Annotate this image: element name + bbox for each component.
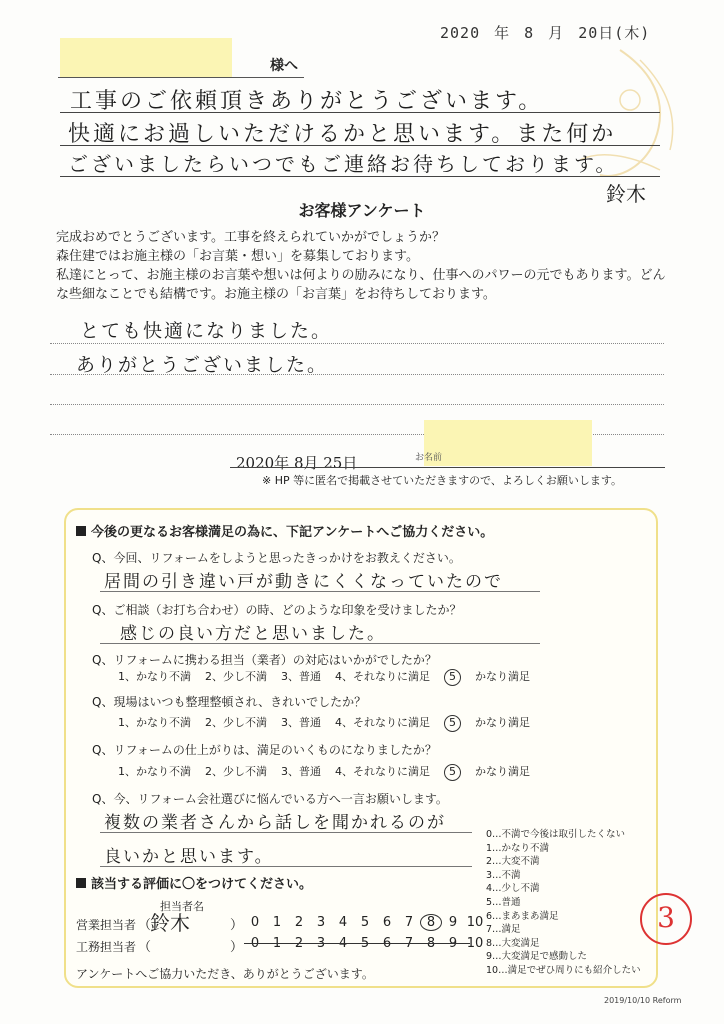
honorific: 様へ bbox=[270, 58, 298, 74]
customer-name-mask bbox=[60, 38, 232, 78]
circled-choice: 5 bbox=[444, 715, 461, 732]
comment-line-2: ありがとうございました。 bbox=[76, 354, 329, 376]
comment-line-1: とても快適になりました。 bbox=[80, 320, 333, 342]
rating-scale-4: 1、かなり不満 2、少し不満 3、普通 4、それなりに満足 5 かなり満足 bbox=[118, 714, 544, 732]
answer-1: 居間の引き違い戸が動きにくくなっていたので bbox=[104, 572, 503, 592]
rating-scale-5: 1、かなり不満 2、少し不満 3、普通 4、それなりに満足 5 かなり満足 bbox=[118, 763, 544, 781]
question-3: Q、リフォームに携わる担当（業者）の対応はいかがでしたか？ bbox=[92, 653, 437, 667]
square-bullet-icon bbox=[76, 526, 86, 536]
thanks-note: アンケートへご協力いただき、ありがとうございます。 bbox=[76, 967, 374, 981]
answer-rule bbox=[100, 832, 472, 833]
sales-score-row: 0 1 2 3 4 5 6 7 8 9 10 bbox=[250, 915, 484, 930]
works-score-row: 0 1 2 3 4 5 6 7 8 9 10 bbox=[250, 936, 484, 951]
message-line-1: 工事のご依頼頂きありがとうございます。 bbox=[70, 89, 544, 114]
staff-signature: 鈴木 bbox=[606, 182, 646, 206]
circled-score: 8 bbox=[420, 914, 442, 931]
survey-heading: 今後の更なるお客様満足の為に、下記アンケートへご協力ください。 bbox=[76, 521, 493, 540]
paren-open: （ bbox=[138, 940, 152, 955]
question-5: Q、リフォームの仕上がりは、満足のいくものになりましたか？ bbox=[92, 743, 437, 757]
rating-scale-3: 1、かなり不満 2、少し不満 3、普通 4、それなりに満足 5 かなり満足 bbox=[118, 668, 544, 686]
answer-rule bbox=[100, 643, 540, 644]
question-2: Q、ご相談（お打ち合わせ）の時、どのような印象を受けましたか？ bbox=[92, 603, 462, 617]
sales-name: 鈴木 bbox=[150, 911, 190, 935]
paren-close: ） bbox=[230, 918, 244, 933]
customer-sign-mask bbox=[424, 420, 592, 466]
comment-date: 2020年 8月 25日 bbox=[236, 454, 358, 472]
answer-2: 感じの良い方だと思いました。 bbox=[120, 624, 386, 644]
survey-intro: 完成おめでとうございます。工事を終えられていかがでしょうか？ 森住建ではお施主様の「お言葉・想い」を募集しております。 私達にとって、お施主様のお言葉や想いは何よりの励みになり、仕事へのパワーの元でもあります。どんな些細なことでも結構です。お施主様の「お言葉」をお待ちしております。 bbox=[56, 230, 666, 302]
comment-rule bbox=[50, 374, 664, 375]
evaluation-heading: 該当する評価に〇をつけてください。 bbox=[76, 873, 312, 892]
square-bullet-icon bbox=[76, 878, 86, 888]
works-label: 工務担当者 bbox=[76, 940, 137, 954]
hp-note: ※ HP 等に匿名で掲載させていただきますので、よろしくお願いします。 bbox=[262, 474, 623, 487]
red-circled-mark: 3 bbox=[640, 893, 692, 945]
answer-6-line-2: 良いかと思います。 bbox=[104, 847, 274, 867]
question-4: Q、現場はいつも整理整頓され、きれいでしたか？ bbox=[92, 695, 367, 709]
answer-rule bbox=[100, 591, 540, 592]
comment-rule bbox=[50, 404, 664, 405]
sales-label: 営業担当者 bbox=[76, 918, 137, 932]
message-rule bbox=[60, 176, 660, 177]
strike-line bbox=[244, 943, 470, 944]
sign-label: お名前 bbox=[415, 453, 443, 463]
message-rule bbox=[60, 145, 660, 146]
message-line-2: 快適にお過しいただけるかと思います。また何か bbox=[68, 122, 617, 147]
paren-close: ） bbox=[230, 940, 244, 955]
staff-name-label: 担当者名 bbox=[160, 900, 204, 913]
message-rule bbox=[60, 112, 660, 113]
circled-choice: 5 bbox=[444, 669, 461, 686]
question-1: Q、今回、リフォームをしようと思ったきっかけをお教えください。 bbox=[92, 551, 461, 565]
comment-rule bbox=[50, 343, 664, 344]
sign-rule bbox=[230, 467, 665, 468]
question-6: Q、今、リフォーム会社選びに悩んでいる方へ一言お願いします。 bbox=[92, 792, 448, 806]
survey-title: お客様アンケート bbox=[298, 201, 426, 220]
score-legend: 0…不満で今後は取引したくない 1…かなり不満 2…大変不満 3…不満 4…少し不満 5…普通 6…まあまあ満足 7…満足 8…大変満足 9…大変満足で感動した 10…満足でぜひ周りにも紹介したい bbox=[486, 829, 641, 976]
circled-choice: 5 bbox=[444, 764, 461, 781]
form-version: 2019/10/10 Reform bbox=[604, 996, 682, 1005]
answer-6-line-1: 複数の業者さんから話しを聞かれるのが bbox=[104, 813, 446, 833]
name-underline bbox=[58, 77, 304, 78]
letter-date: 2020 年 8 月 20日(木) bbox=[440, 24, 651, 42]
paren-open: （ bbox=[138, 918, 152, 933]
answer-rule bbox=[100, 866, 472, 867]
message-line-3: ございましたらいつでもご連絡お待ちしております。 bbox=[68, 152, 619, 176]
